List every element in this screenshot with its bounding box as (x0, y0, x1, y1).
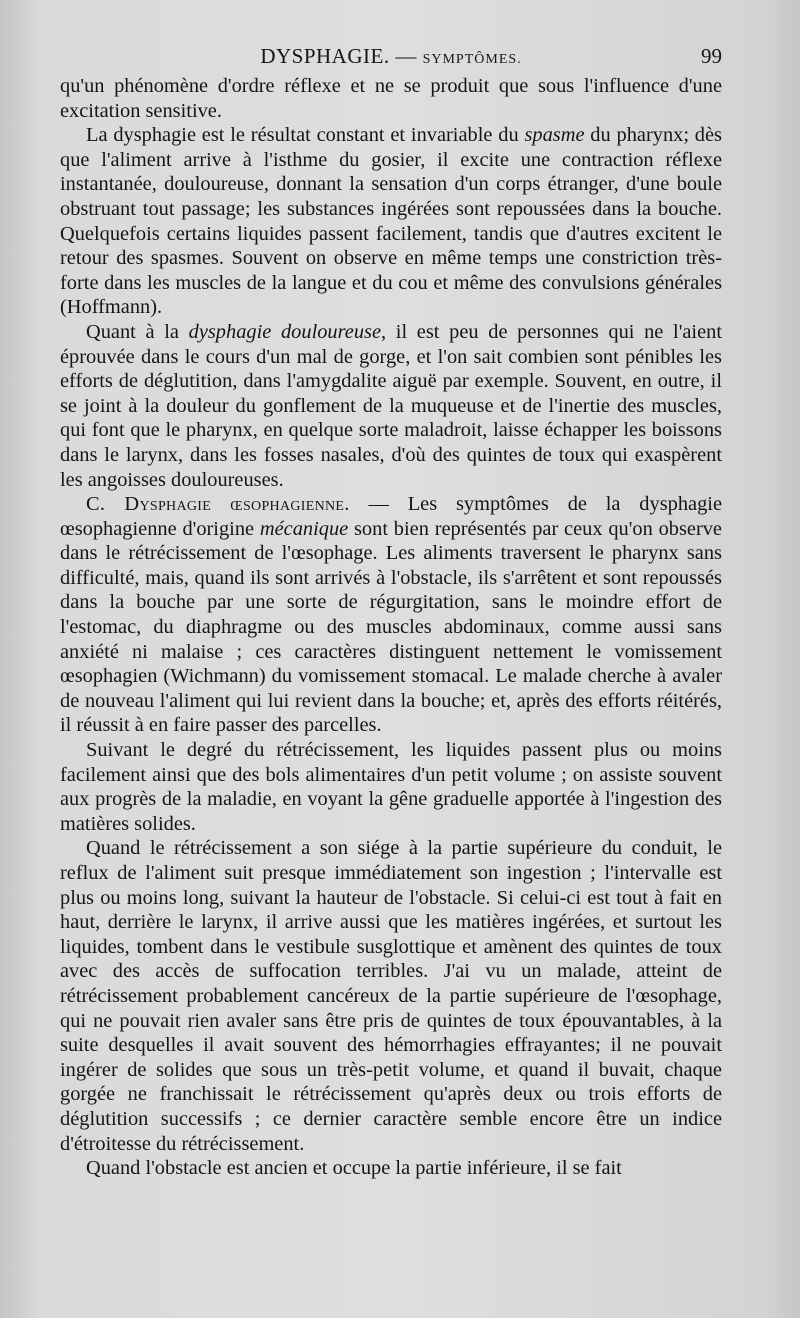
paragraph-6: Quand le rétrécissement a son siége à la partie supérieure du conduit, le reflux de l'aliment suit presque immédiatement son ingestion ; l'intervalle est plus ou moins long, suivant la hauteur de l'obstacle. Si celui-ci est tout à fait en haut, derrière le larynx, il arrive aussi que les matières ingérées, et surtout les liquides, tombent dans le vestibule susglottique et amènent des quintes de toux avec des accès de suffocation terribles. J'ai vu un malade, atteint de rétrécissement probablement cancéreux de la partie supérieure de l'œsophage, qui ne pouvait rien avaler sans être pris de quintes de toux épouvantables, à la suite desquelles il avait souvent des hémorrhagies effrayantes; il ne pouvait ingérer de solides que sous un très-petit volume, et quand il buvait, chaque gorgée ne franchissait le rétrécissement qu'après deux ou trois efforts de déglutition successifs ; ce dernier caractère semble encore être un indice d'étroitesse du rétrécissement. (60, 837, 722, 1155)
paragraph-4-emphasis: mécanique (259, 517, 349, 540)
section-title: SYMPTÔMES. (422, 52, 522, 67)
paragraph-3 (60, 320, 722, 492)
chapter-title: DYSPHAGIE. (260, 44, 390, 68)
paragraph-4 (60, 492, 722, 738)
paragraph-3-emphasis: dysphagie douloureuse (188, 320, 382, 343)
paragraph-4-part-a: — Les symptômes de la dysphagie œsophagienne d'origine (60, 493, 722, 540)
running-title (60, 44, 722, 69)
paragraph-2-emphasis: spasme (524, 124, 585, 147)
section-heading-c: C. Dysphagie œsophagienne. (86, 493, 350, 516)
paragraph-2-part-b: du pharynx; dès que l'aliment arrive à l'isthme du gosier, il excite une contraction réflexe instantanée, douloureuse, donnant la sensation d'un corps étranger, d'une boule obstruant tout passage; les substances ingérées sont repoussées dans la bouche. Quelquefois certains liquides passent facilement, tandis que d'autres excitent le retour des spasmes. Souvent on observe en même temps une constriction très-forte dans les muscles de la langue et du cou et même des convulsions générales (Hoffmann). (60, 124, 722, 319)
paragraph-1: qu'un phénomène d'ordre réflexe et ne se produit que sous l'influence d'une excitation sensitive. (60, 75, 722, 122)
paragraph-3-part-b: , il est peu de personnes qui ne l'aient éprouvée dans le cours d'un mal de gorge, et l'on sait combien sont pénibles les efforts de déglutition, dans l'amygdalite aiguë par exemple. Souvent, en outre, il se joint à la douleur du gonflement de la muqueuse et de l'inertie des muscles, qui font que le pharynx, en quelque sorte maladroit, laisse échapper les boissons dans le larynx, dans les fosses nasales, d'où des quintes de toux qui exaspèrent les angoisses douloureuses. (60, 320, 723, 491)
paragraph-3-part-a: Quant à la (86, 320, 189, 343)
page-number: 99 (701, 44, 722, 68)
paragraph-7: Quand l'obstacle est ancien et occupe la partie inférieure, il se fait (86, 1157, 622, 1180)
running-header (60, 44, 722, 74)
body-text (60, 74, 722, 1181)
header-dash: — (389, 44, 423, 68)
paragraph-4-part-b: sont bien représentés par ceux qu'on observe dans le rétrécissement de l'œsophage. Les aliments traversent le pharynx sans difficulté, mais, quand ils sont arrivés à l'obstacle, ils s'arrêtent et sont repoussés dans la bouche par une sorte de régurgitation, sans le moindre effort de l'estomac, du diaphragme ou des muscles abdominaux, comme aussi sans anxiété ni malaise ; ces caractères distinguent nettement le vomissement œsophagien (Wichmann) du vomissement stomacal. Le malade cherche à avaler de nouveau l'aliment qui lui revient dans la bouche; et, après des efforts réitérés, il réussit à en faire passer des parcelles. (60, 517, 722, 737)
paragraph-2-part-a: La dysphagie est le résultat constant et invariable du (86, 124, 525, 147)
paragraph-5: Suivant le degré du rétrécissement, les liquides passent plus ou moins facilement ainsi que des bols alimentaires d'un petit volume ; on assiste souvent aux progrès de la maladie, en voyant la gêne graduelle apportée à l'ingestion des matières solides. (60, 739, 722, 835)
paragraph-2 (60, 123, 722, 320)
